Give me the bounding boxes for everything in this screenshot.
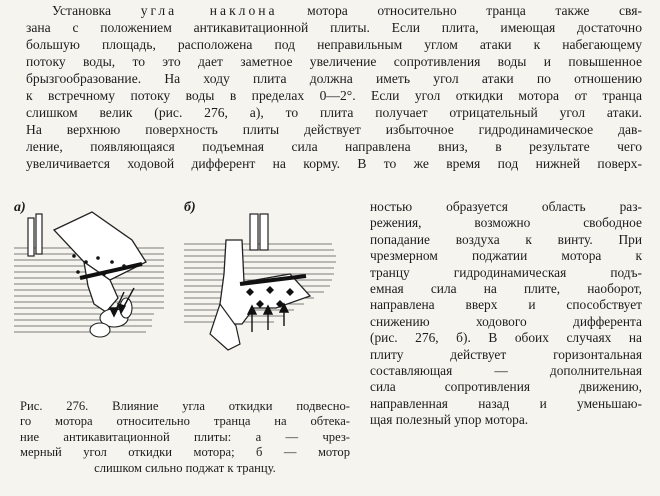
right-line: режения, возможно свободное — [370, 215, 642, 231]
figure-illustration — [14, 200, 356, 390]
top-line: слишком велик (рис. 276, а), то плита получает отрицательный угол атаки. — [26, 105, 642, 120]
figure-label-a: а) — [14, 200, 26, 215]
caption-line: мерный угол откидки мотора; б — мотор — [20, 445, 350, 460]
right-line: попадание воздуха к винту. При — [370, 231, 642, 247]
top-line: большую площадь, расположена под неправильным углом атаки к набегающему — [26, 37, 642, 52]
panel-b-drawing — [184, 214, 336, 350]
right-line: ностью образуется область раз- — [370, 199, 642, 214]
top-line-1-rest: мотора относительно транца также свя- — [307, 3, 642, 18]
top-paragraph — [26, 2, 642, 172]
figure-caption — [20, 399, 350, 476]
figure-276 — [14, 200, 356, 390]
right-line: емная сила на плите, наоборот, — [370, 281, 642, 297]
right-line: транцу гидродинамическая подъ- — [370, 264, 642, 280]
right-line: направлена вверх и способствует — [370, 297, 642, 313]
top-line: На верхнюю поверхность плиты действует избыточное гидродинамическое дав- — [26, 122, 642, 137]
figure-label-b: б) — [184, 200, 196, 215]
caption-line: го мотора относительно транца на обтека- — [20, 414, 350, 429]
right-line: (рис. 276, б). В обоих случаях на — [370, 330, 642, 346]
right-line: чрезмерном поджатии мотора к — [370, 248, 642, 264]
right-column-text — [370, 199, 642, 429]
right-line: снижению ходового дифферента — [370, 313, 642, 329]
right-line: составляющая — дополнительная — [370, 363, 642, 379]
top-line: потоку воды, то это дает заметное увеличение сопротивления воды и повышенное — [26, 54, 642, 69]
lead-word: Установка — [52, 3, 112, 18]
right-line: плиту действует горизонтальная — [370, 346, 642, 362]
top-line: к встречному потоку воды в пределах 0—2°. Если угол откидки мотора от транца — [26, 88, 642, 103]
panel-a-drawing — [14, 212, 164, 337]
top-line: увеличивается ходовой дифферент на корму. В то же время под нижней поверх- — [26, 156, 642, 171]
spaced-words: угла наклона — [140, 3, 278, 18]
right-line: направленная назад и уменьшаю- — [370, 395, 642, 411]
right-line: сила сопротивления движению, — [370, 379, 642, 395]
caption-line: Рис. 276. Влияние угла откидки подвесно- — [20, 399, 350, 413]
caption-line: слишком сильно поджат к транцу. — [94, 460, 276, 475]
caption-line: ние антикавитационной плиты: а — чрез- — [20, 429, 350, 444]
top-line-1 — [26, 2, 642, 19]
top-line: брызгообразование. На ходу плита должна иметь угол атаки по отношению — [26, 71, 642, 86]
top-line: ление, появляющаяся подъемная сила направлена вниз, в результате чего — [26, 139, 642, 154]
right-line: щая полезный упор мотора. — [370, 412, 529, 428]
top-line: зана с положением антикавитационной плиты. Если плита, имеющая достаточно — [26, 20, 642, 35]
